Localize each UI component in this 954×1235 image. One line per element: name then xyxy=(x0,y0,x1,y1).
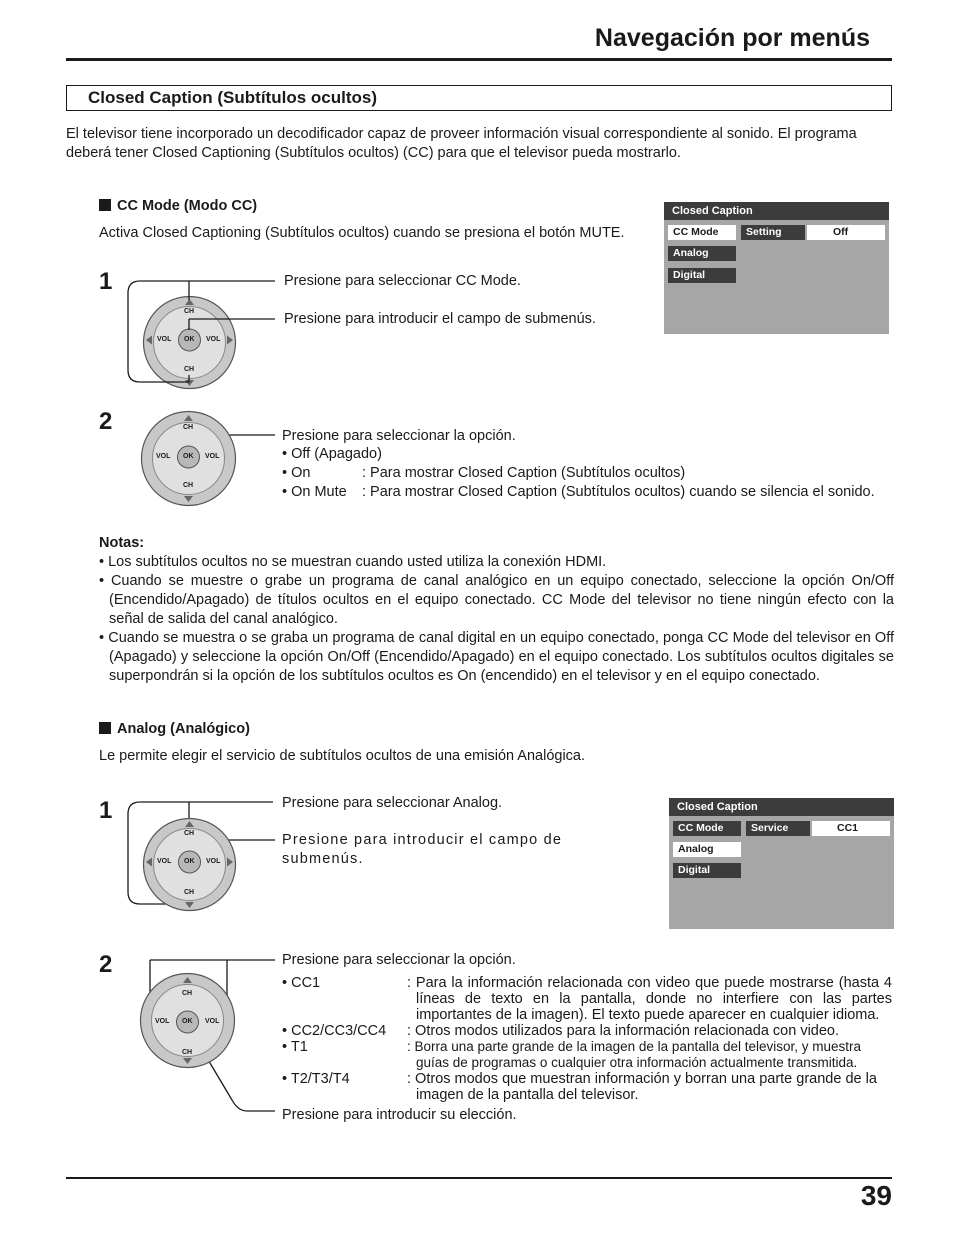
cc-step1-line1: Presione para seleccionar CC Mode. xyxy=(284,273,521,289)
analog-description: Le permite elegir el servicio de subtítulos ocultos de una emisión Analógica. xyxy=(99,748,586,764)
step-number: 1 xyxy=(99,268,113,295)
list-item: • CC2/CC3/CC4 : Otros modos utilizados para la información relacionada con video. xyxy=(282,1023,840,1039)
cc-step1-line2: Presione para introducir el campo de submenús. xyxy=(284,311,596,327)
remote-dpad xyxy=(142,295,237,390)
osd-service-value: CC1 xyxy=(812,821,890,836)
ok-label: OK xyxy=(184,858,195,865)
page-number: 39 xyxy=(860,1180,892,1211)
ch-down-label: CH xyxy=(183,482,194,489)
remote-dpad xyxy=(139,972,236,1069)
list-item: • T1 : Borra una parte grande de la imagen de la pantalla del televisor, y muestra guías de programas o cualquier otra información actualmente transmitida. xyxy=(282,1039,862,1070)
osd-setting-field: Setting xyxy=(741,225,805,240)
osd-cc-mode-label: CC Mode xyxy=(673,821,741,836)
ch-up-label: CH xyxy=(182,990,193,997)
osd-digital-label: Digital xyxy=(673,863,741,878)
vol-right-label: VOL xyxy=(205,1018,220,1025)
analog-step1-line2: Presione para introducir el campo de submenús. xyxy=(282,832,563,867)
section-title: Closed Caption (Subtítulos ocultos) xyxy=(88,88,377,107)
ok-label: OK xyxy=(183,453,194,460)
analog-osd-screen xyxy=(669,798,894,929)
cc-step2-opt-on-key: • On xyxy=(282,465,311,481)
vol-right-label: VOL xyxy=(206,336,221,343)
remote-dpad xyxy=(140,410,237,507)
cc-mode-description: Activa Closed Captioning (Subtítulos ocultos) cuando se presiona el botón MUTE. xyxy=(99,225,625,241)
cc-step2-opt-onmute-val: : Para mostrar Closed Caption (Subtítulos ocultos) cuando se silencia el sonido. xyxy=(362,484,875,500)
ch-up-label: CH xyxy=(183,424,194,431)
osd-analog-label: Analog xyxy=(668,246,736,261)
ch-down-label: CH xyxy=(184,889,195,896)
note-item: • Los subtítulos ocultos no se muestran cuando usted utiliza la conexión HDMI. xyxy=(99,554,607,570)
ch-up-label: CH xyxy=(184,830,195,837)
note-item: • Cuando se muestra o se graba un programa de canal digital en un equipo conectado, ponga CC Mode del televisor en Off (Apagado) y seleccione la opción On/Off (Encendido/Apagado) en el equipo conectado. Los subtítulos ocultos digitales se superpondrán si la opción de los subtítulos ocultos es On (encendido) en el televisor y en el equipo conectado. xyxy=(99,630,894,684)
osd-digital-label: Digital xyxy=(668,268,736,283)
notes-heading: Notas: xyxy=(99,535,145,551)
ok-label: OK xyxy=(184,336,195,343)
ok-label: OK xyxy=(182,1018,193,1025)
note-item: • Cuando se muestre o grabe un programa de canal analógico en un equipo conectado, seleccione la opción On/Off (Encendido/Apagado) de títulos ocultos en el equipo conectado. CC Mode del televisor no tiene ningún efecto con la señal de salida del canal analógico. xyxy=(99,573,894,627)
vol-left-label: VOL xyxy=(157,336,172,343)
vol-right-label: VOL xyxy=(206,858,221,865)
cc-mode-osd-screen xyxy=(664,202,889,334)
step-number: 1 xyxy=(99,797,113,824)
section-title-box xyxy=(66,85,892,111)
vol-right-label: VOL xyxy=(205,453,220,460)
page-title: Navegación por menús xyxy=(594,24,870,52)
square-bullet-icon xyxy=(99,199,111,211)
remote-dpad xyxy=(142,817,237,912)
osd-cc-mode-label: CC Mode xyxy=(668,225,736,240)
vol-left-label: VOL xyxy=(156,453,171,460)
analog-heading: Analog (Analógico) xyxy=(99,720,250,739)
osd-analog-label: Analog xyxy=(673,842,741,857)
ch-down-label: CH xyxy=(184,366,195,373)
cc-step2-opt-off: • Off (Apagado) xyxy=(282,446,382,462)
cc-step2-line1: Presione para seleccionar la opción. xyxy=(282,428,516,444)
step-number: 2 xyxy=(99,951,113,978)
vol-left-label: VOL xyxy=(155,1018,170,1025)
list-item: • CC1 : Para la información relacionada con video que puede mostrarse (hasta 4 líneas de texto en la pantalla, donde no interfiere con las partes importantes de la imagen). El texto puede aparecer en cualquier idioma. xyxy=(282,975,892,1023)
analog-options-list xyxy=(282,975,892,1103)
cc-step2-opt-on-val: : Para mostrar Closed Caption (Subtítulos ocultos) xyxy=(362,465,686,481)
header-rule xyxy=(66,58,892,61)
osd-header: Closed Caption xyxy=(669,798,894,816)
vol-left-label: VOL xyxy=(157,858,172,865)
ch-down-label: CH xyxy=(182,1049,193,1056)
cc-step2-opt-onmute-key: • On Mute xyxy=(282,484,347,500)
footer-rule xyxy=(66,1177,892,1179)
notes-list xyxy=(99,553,894,686)
analog-step2-line1: Presione para seleccionar la opción. xyxy=(282,952,516,968)
list-item: • T2/T3/T4 : Otros modos que muestran información y borran una parte grande de la imagen de la pantalla del televisor. xyxy=(282,1071,877,1103)
analog-step2-last-line: Presione para introducir su elección. xyxy=(282,1107,517,1123)
section-intro: El televisor tiene incorporado un decodificador capaz de proveer información visual correspondiente al sonido. El programa deberá tener Closed Captioning (Subtítulos ocultos) (CC) para que el televisor pueda mostrarlo. xyxy=(66,126,857,161)
step-number: 2 xyxy=(99,408,113,435)
square-bullet-icon xyxy=(99,722,111,734)
cc-mode-heading: CC Mode (Modo CC) xyxy=(99,197,257,216)
osd-service-field: Service xyxy=(746,821,810,836)
osd-header: Closed Caption xyxy=(664,202,889,220)
ch-up-label: CH xyxy=(184,308,195,315)
osd-setting-value: Off xyxy=(807,225,885,240)
analog-step1-line1: Presione para seleccionar Analog. xyxy=(282,795,503,811)
